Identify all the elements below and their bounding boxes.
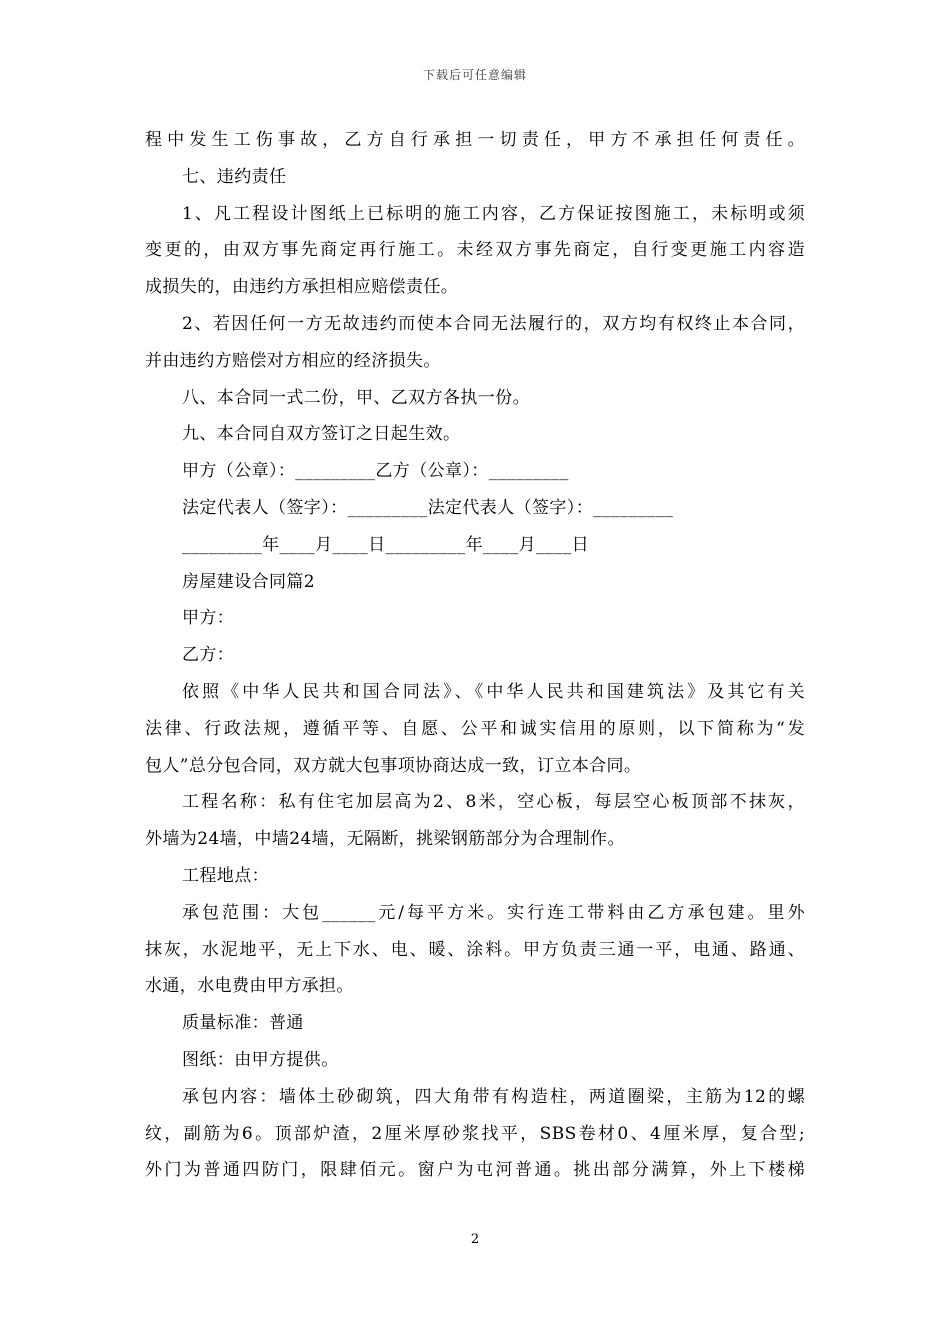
- party-b-line: 乙方：: [182, 645, 235, 666]
- section-title: 房屋建设合同篇2: [182, 571, 316, 592]
- paragraph-line: 抹灰，水泥地平，无上下水、电、暖、涂料。甲方负责三通一平，电通、路通、: [145, 939, 805, 960]
- signature-line-representative: 法定代表人（签字）：_________法定代表人（签字）：_________: [182, 497, 674, 518]
- paragraph-line: 依照《中华人民共和国合同法》、《中华人民共和国建筑法》及其它有关: [182, 681, 805, 702]
- document-body: [145, 122, 805, 1189]
- signature-line-seal: 甲方（公章）：_________乙方（公章）：_________: [182, 461, 569, 482]
- paragraph-line: 包人”总分包合同，双方就大包事项协商达成一致，订立本合同。: [145, 755, 642, 776]
- paragraph-line: 九、本合同自双方签订之日起生效。: [182, 424, 461, 445]
- paragraph-line: 并由违约方赔偿对方相应的经济损失。: [145, 350, 441, 371]
- page-number: 2: [470, 1232, 480, 1247]
- signature-line-date: _________年____月____日_________年____月____日: [182, 534, 589, 555]
- paragraph-line: 承包内容：墙体土砂砌筑，四大角带有构造柱，两道圈梁，主筋为12的螺: [182, 1086, 805, 1107]
- paragraph-line: 八、本合同一式二份，甲、乙双方各执一份。: [182, 387, 530, 408]
- paragraph-line: 工程地点：: [182, 865, 269, 886]
- paragraph-line: 水通，水电费由甲方承担。: [145, 976, 354, 997]
- paragraph-line: 法律、行政法规，遵循平等、自愿、公平和诚实信用的原则，以下简称为“发: [145, 718, 805, 739]
- paragraph-line: 1、凡工程设计图纸上已标明的施工内容，乙方保证按图施工，未标明或须: [182, 203, 805, 224]
- paragraph-line: 成损失的，由违约方承担相应赔偿责任。: [145, 277, 459, 298]
- paragraph-line: 2、若因任何一方无故违约而使本合同无法履行的，双方均有权终止本合同，: [182, 313, 805, 334]
- paragraph-line: 质量标准：普通: [182, 1013, 304, 1034]
- paragraph-line: 外墙为24墙，中墙24墙，无隔断，挑梁钢筋部分为合理制作。: [145, 829, 625, 850]
- paragraph-line: 程中发生工伤事故，乙方自行承担一切责任，甲方不承担任何责任。: [145, 130, 805, 150]
- paragraph-line: 变更的，由双方事先商定再行施工。未经双方事先商定，自行变更施工内容造: [145, 240, 805, 261]
- paragraph-line: 图纸：由甲方提供。: [182, 1049, 339, 1070]
- section-heading: 七、违约责任: [182, 166, 287, 187]
- party-a-line: 甲方：: [182, 608, 235, 629]
- paragraph-line: 纹，副筋为6。顶部炉渣，2厘米厚砂浆找平，SBS卷材0、4厘米厚，复合型;: [145, 1123, 805, 1144]
- paragraph-line: 外门为普通四防门，限肆佰元。窗户为屯河普通。挑出部分满算，外上下楼梯: [145, 1160, 805, 1181]
- page-header: 下载后可任意编辑: [422, 68, 527, 82]
- paragraph-line: 工程名称：私有住宅加层高为2、8米，空心板，每层空心板顶部不抹灰，: [182, 792, 805, 813]
- paragraph-line: 承包范围：大包______元/每平方米。实行连工带料由乙方承包建。里外: [182, 902, 805, 923]
